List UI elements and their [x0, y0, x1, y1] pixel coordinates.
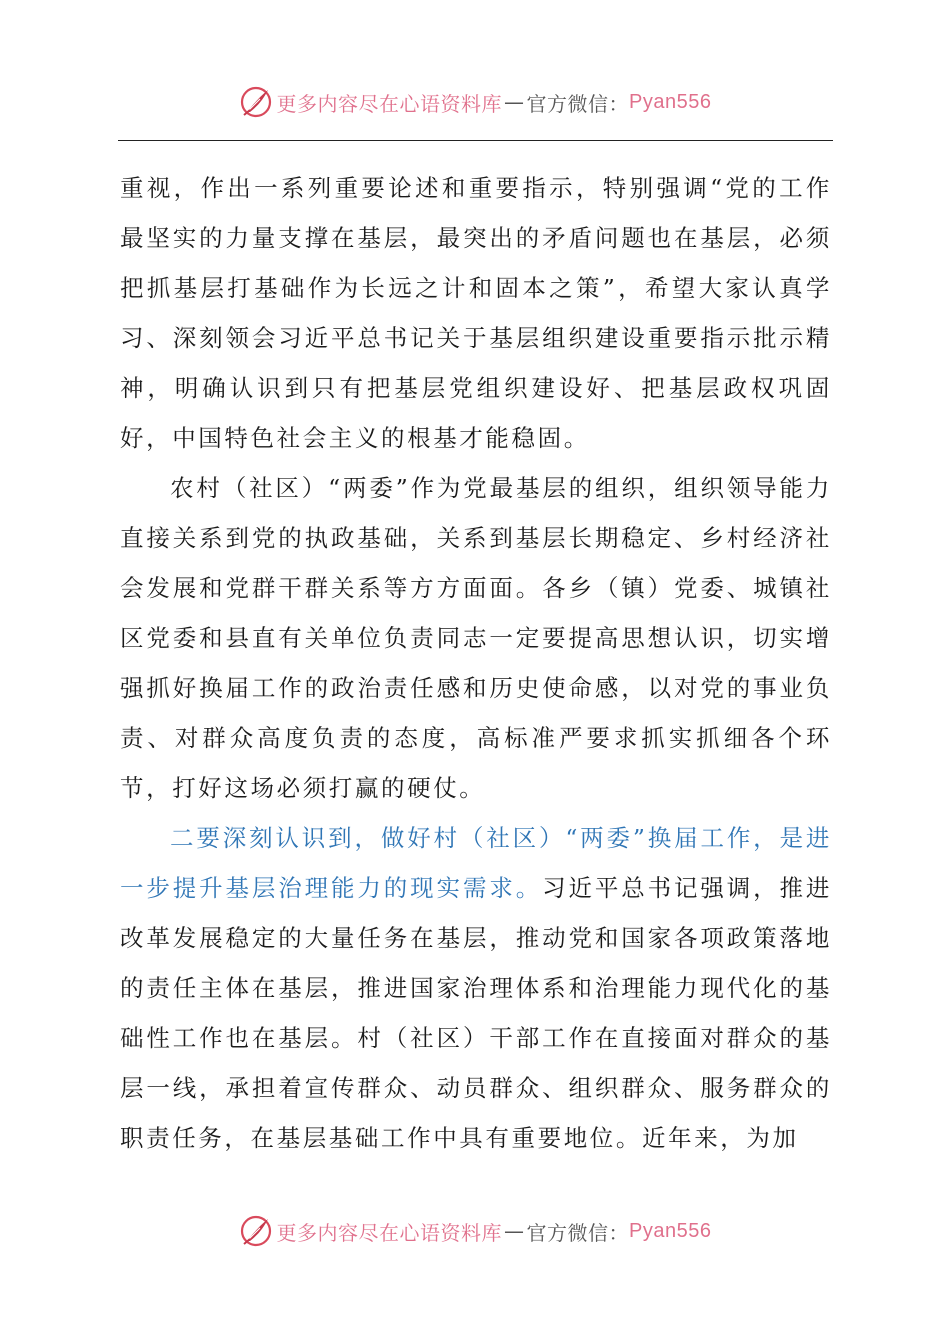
header-divider [118, 140, 833, 141]
quill-pen-logo-icon [239, 85, 273, 119]
footer-brand-text: 更多内容尽在心语资料库 [276, 1220, 503, 1245]
paragraph-3-text: 习近平总书记强调，推进改革发展稳定的大量任务在基层，推动党和国家各项政策落地的责任主体在基层，推进国家治理体系和治理能力现代化的基础性工作也在基层。村（社区）干部工作在直接面对群众的基层一线，承担着宣传群众、动员群众、组织群众、服务群众的职责任务，在基层基础工作中具有重要地位。近年来，为加 [120, 874, 832, 1152]
header-dash: — [504, 90, 525, 114]
header-wechat-id: Pyan556 [629, 90, 712, 113]
footer-official-label: 官方微信： [526, 1220, 630, 1245]
quill-pen-logo-icon [239, 1214, 273, 1248]
document-body [120, 163, 832, 1163]
header-brand-text: 更多内容尽在心语资料库 [276, 91, 503, 116]
footer-dash: — [504, 1219, 525, 1243]
section-heading: 二要深刻认识到，做好村（社区）“两委”换届工作，是进一步提升基层治理能力的现实需求。 [120, 824, 832, 902]
paragraph-1: 重视，作出一系列重要论述和重要指示，特别强调“党的工作最坚实的力量支撑在基层，最突出的矛盾问题也在基层，必须把抓基层打基础作为长远之计和固本之策”，希望大家认真学习、深刻领会习近平总书记关于基层组织建设重要指示批示精神，明确认识到只有把基层党组织建设好、把基层政权巩固好，中国特色社会主义的根基才能稳固。 [120, 174, 832, 452]
paragraph-2: 农村（社区）“两委”作为党最基层的组织，组织领导能力直接关系到党的执政基础，关系到基层长期稳定、乡村经济社会发展和党群干群关系等方方面面。各乡（镇）党委、城镇社区党委和县直有关单位负责同志一定要提高思想认识，切实增强抓好换届工作的政治责任感和历史使命感，以对党的事业负责、对群众高度负责的态度，高标准严要求抓实抓细各个环节，打好这场必须打赢的硬仗。 [120, 474, 832, 802]
footer-banner [0, 1211, 950, 1251]
header-official-label: 官方微信： [526, 91, 630, 116]
footer-wechat-id: Pyan556 [629, 1219, 712, 1242]
paragraph-3 [120, 813, 832, 1163]
header-banner [0, 82, 950, 122]
